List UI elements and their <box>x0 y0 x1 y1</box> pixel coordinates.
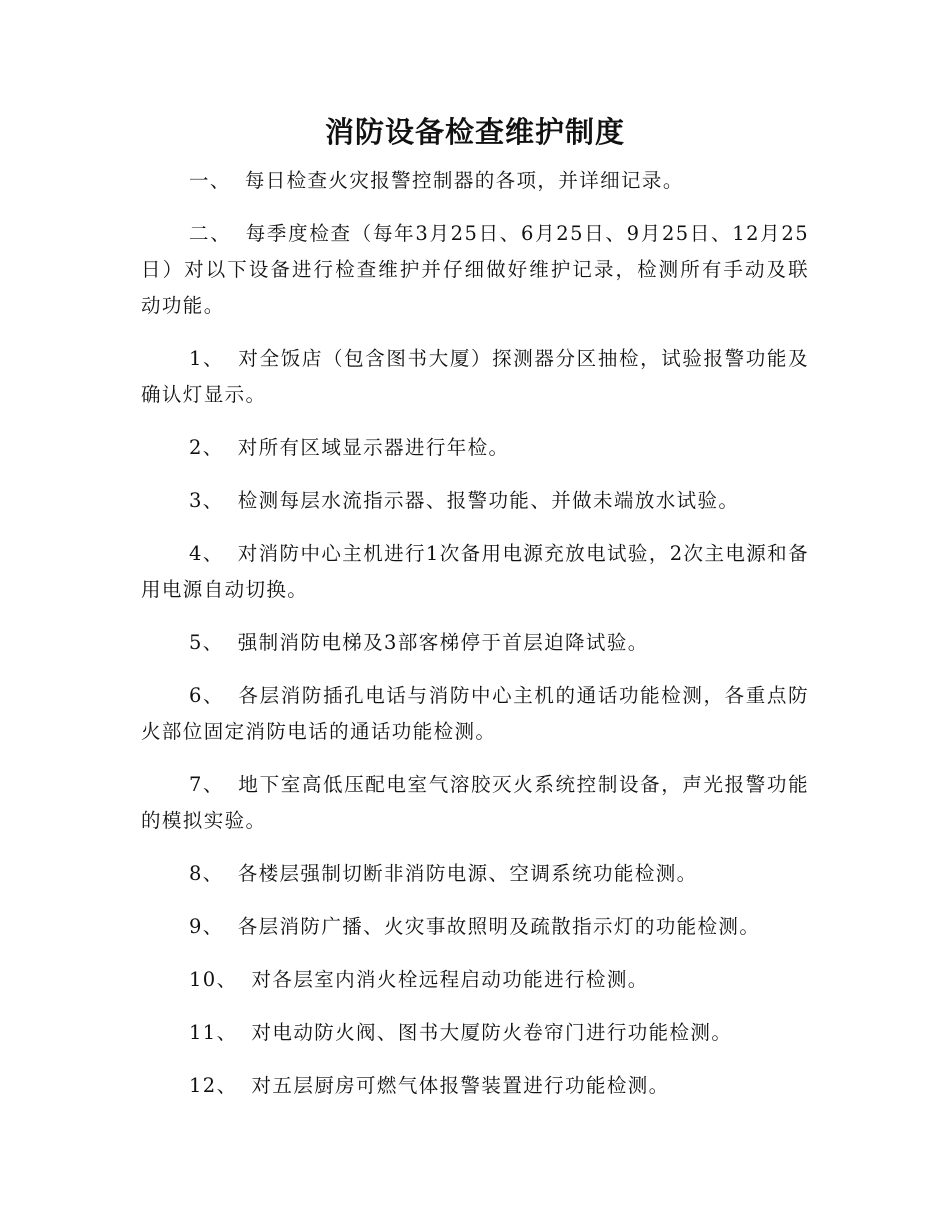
paragraph-text: 每日检查火灾报警控制器的各项，并详细记录。 <box>244 169 684 192</box>
item-number: 6、 <box>189 684 225 707</box>
item-number: 2、 <box>189 436 224 459</box>
list-item-11 <box>141 1015 809 1051</box>
list-item-10 <box>141 962 809 998</box>
list-item-9 <box>141 909 809 945</box>
item-text: 地下室高低压配电室气溶胶灭火系统控制设备，声光报警功能的模拟实验。 <box>141 773 809 832</box>
item-text: 对消防中心主机进行1次备用电源充放电试验，2次主电源和备用电源自动切换。 <box>141 542 809 601</box>
paragraph-text: 每季度检查（每年3月25日、6月25日、9月25日、12月25日）对以下设备进行检查维护并仔细做好维护记录，检测所有手动及联动功能。 <box>141 222 809 317</box>
item-text: 对所有区域显示器进行年检。 <box>237 436 510 459</box>
list-item-6 <box>141 678 809 750</box>
item-number: 8、 <box>189 862 224 885</box>
item-text: 对电动防火阀、图书大厦防火卷帘门进行功能检测。 <box>251 1021 733 1044</box>
item-text: 对全饭店（包含图书大厦）探测器分区抽检，试验报警功能及确认灯显示。 <box>141 347 809 406</box>
item-text: 强制消防电梯及3部客梯停于首层迫降试验。 <box>237 631 649 654</box>
list-item-5 <box>141 625 809 661</box>
list-item-1 <box>141 341 809 413</box>
item-text: 检测每层水流指示器、报警功能、并做未端放水试验。 <box>237 489 740 512</box>
item-number: 10、 <box>189 968 238 991</box>
list-item-2 <box>141 430 809 466</box>
item-number: 1、 <box>189 347 225 370</box>
list-item-7 <box>141 767 809 839</box>
list-item-12 <box>141 1068 809 1104</box>
item-number: 9、 <box>189 915 224 938</box>
page-title: 消防设备检查维护制度 <box>324 115 625 149</box>
item-number: 3、 <box>189 489 224 512</box>
paragraph-number: 一、 <box>189 169 231 192</box>
item-number: 4、 <box>189 542 224 565</box>
item-number: 12、 <box>189 1074 238 1097</box>
paragraph-number: 二、 <box>189 222 232 245</box>
item-text: 各层消防广播、火灾事故照明及疏散指示灯的功能检测。 <box>237 915 761 938</box>
list-item-3 <box>141 483 809 519</box>
item-text: 对五层厨房可燃气体报警装置进行功能检测。 <box>251 1074 670 1097</box>
item-text: 对各层室内消火栓远程启动功能进行检测。 <box>251 968 649 991</box>
item-text: 各层消防插孔电话与消防中心主机的通话功能检测，各重点防火部位固定消防电话的通话功能检测。 <box>141 684 809 743</box>
paragraph-1 <box>141 163 809 199</box>
item-number: 7、 <box>189 773 225 796</box>
list-item-4 <box>141 536 809 608</box>
item-text: 各楼层强制切断非消防电源、空调系统功能检测。 <box>237 862 698 885</box>
document-body <box>141 163 809 1121</box>
item-number: 5、 <box>189 631 224 654</box>
item-number: 11、 <box>189 1021 238 1044</box>
paragraph-2 <box>141 216 809 324</box>
list-item-8 <box>141 856 809 892</box>
